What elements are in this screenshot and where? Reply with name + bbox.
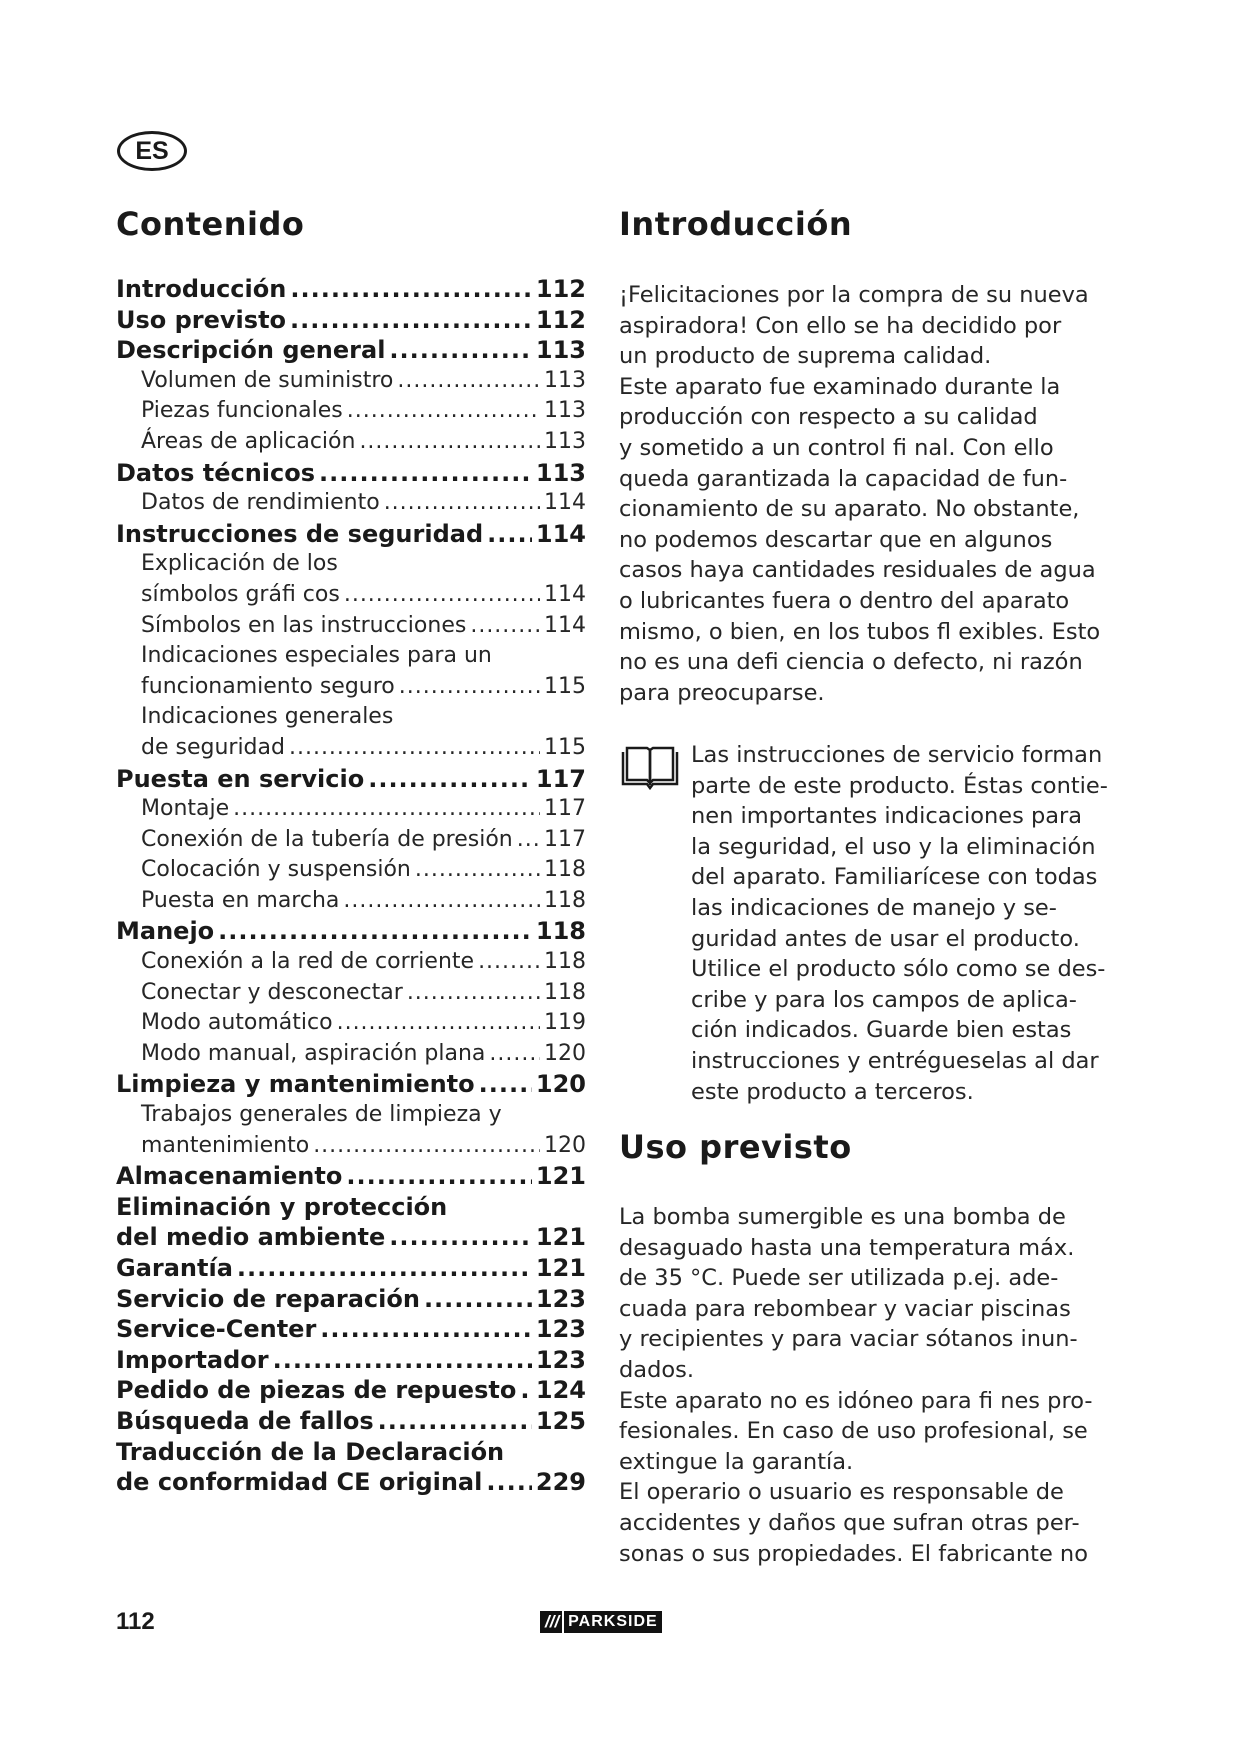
toc-dot-leader — [359, 427, 540, 458]
toc-entry-title: de seguridad — [141, 734, 285, 760]
toc-entry-page: 115 — [544, 673, 586, 699]
toc-entry-title: Limpieza y mantenimiento — [116, 1070, 475, 1099]
toc-entry — [116, 855, 586, 886]
toc-entry — [116, 1100, 586, 1131]
toc-entry-title: Puesta en marcha — [141, 887, 340, 913]
toc-entry — [116, 335, 586, 366]
toc-dot-leader — [517, 825, 540, 856]
note-line: guridad antes de usar el producto. — [691, 925, 1080, 952]
toc-entry — [116, 580, 586, 611]
toc-entry-page: 229 — [535, 1468, 586, 1497]
toc-entry — [116, 1131, 586, 1162]
toc-entry-page: 121 — [535, 1223, 586, 1252]
toc-entry — [116, 274, 586, 305]
toc-entry-title: Trabajos generales de limpieza y — [141, 1102, 502, 1128]
toc-entry-page: 117 — [544, 796, 586, 822]
toc-dot-leader — [389, 1222, 532, 1253]
toc-entry — [116, 886, 586, 917]
toc-entry — [116, 396, 586, 427]
toc-entry — [116, 1069, 586, 1100]
toc-dot-leader — [233, 794, 540, 825]
toc-entry-title: Eliminación y protección — [116, 1192, 448, 1221]
toc-entry — [116, 764, 586, 795]
toc-dot-leader — [237, 1253, 532, 1284]
toc-dot-leader — [397, 366, 540, 397]
introduccion-line: casos haya cantidades residuales de agua — [619, 557, 1096, 584]
toc-entry — [116, 1192, 586, 1223]
toc-dot-leader — [343, 886, 540, 917]
toc-entry-title: Indicaciones especiales para un — [141, 643, 492, 669]
toc-entry — [116, 1253, 586, 1284]
toc-dot-leader — [218, 916, 532, 947]
toc-entry-page: 118 — [544, 979, 586, 1005]
toc-entry-page: 113 — [535, 458, 586, 487]
toc-dot-leader — [378, 1406, 532, 1437]
toc-dot-leader — [478, 947, 540, 978]
toc-entry-page: 119 — [544, 1010, 586, 1036]
toc-dot-leader — [344, 580, 540, 611]
language-badge: ES — [117, 131, 187, 171]
toc-entry-title: Modo automático — [141, 1010, 333, 1036]
toc-dot-leader — [407, 978, 540, 1009]
toc-entry — [116, 1345, 586, 1376]
toc-dot-leader — [520, 1375, 532, 1406]
toc-entry — [116, 1467, 586, 1498]
introduccion-line: para preocuparse. — [619, 679, 825, 706]
toc-dot-leader — [313, 1131, 540, 1162]
uso-previsto-line: cuada para rebombear y vaciar piscinas — [619, 1295, 1071, 1322]
toc-entry — [116, 1375, 586, 1406]
toc-dot-leader — [337, 1008, 540, 1039]
brand-slashes: /// — [540, 1611, 562, 1633]
toc-entry-title: Áreas de aplicación — [141, 428, 356, 454]
toc-entry — [116, 519, 586, 550]
note-line: nen importantes indicaciones para — [691, 803, 1083, 830]
introduccion-line: aspiradora! Con ello se ha decidido por — [619, 312, 1062, 339]
toc-entry-title: Datos técnicos — [116, 458, 316, 487]
toc-entry-page: 117 — [544, 826, 586, 852]
introduccion-line: mismo, o bien, en los tubos fl exibles. Esto — [619, 618, 1101, 645]
toc-entry — [116, 1284, 586, 1315]
toc-entry-page: 124 — [535, 1376, 586, 1405]
toc-entry-title: Uso previsto — [116, 305, 287, 334]
toc-entry-page: 118 — [544, 949, 586, 975]
toc-entry — [116, 825, 586, 856]
toc-entry — [116, 549, 586, 580]
toc-entry-title: Traducción de la Declaración — [116, 1437, 505, 1466]
toc-entry-title: del medio ambiente — [116, 1223, 386, 1252]
toc-entry-title: Importador — [116, 1345, 269, 1374]
uso-previsto-line: La bomba sumergible es una bomba de — [619, 1204, 1066, 1230]
toc-entry-title: Conexión de la tubería de presión — [141, 826, 513, 852]
toc-dot-leader — [319, 458, 532, 489]
toc-dot-leader — [347, 396, 540, 427]
toc-entry-page: 120 — [535, 1070, 586, 1099]
book-icon — [619, 744, 681, 792]
toc-entry — [116, 611, 586, 642]
toc-entry — [116, 702, 586, 733]
toc-entry-page: 121 — [535, 1162, 586, 1191]
toc-dot-leader — [273, 1345, 532, 1376]
toc-dot-leader — [320, 1314, 532, 1345]
toc-entry-title: Almacenamiento — [116, 1162, 343, 1191]
introduccion-line: Este aparato fue examinado durante la — [619, 373, 1061, 400]
toc-entry-page: 117 — [535, 764, 586, 793]
toc-entry-title: Descripción general — [116, 336, 386, 365]
toc-dot-leader — [470, 611, 540, 642]
introduccion-note — [691, 740, 1108, 1107]
toc-entry — [116, 1008, 586, 1039]
note-line: Las instrucciones de servicio forman — [691, 742, 1103, 768]
toc-entry-page: 114 — [544, 612, 586, 638]
toc-entry — [116, 733, 586, 764]
toc-dot-leader — [486, 1467, 532, 1498]
toc-entry-title: Puesta en servicio — [116, 764, 365, 793]
toc-entry — [116, 458, 586, 489]
introduccion-line: o lubricantes fuera o dentro del aparato — [619, 587, 1070, 614]
toc-entry — [116, 947, 586, 978]
toc-dot-leader — [415, 855, 540, 886]
toc-entry-title: Búsqueda de fallos — [116, 1406, 374, 1435]
introduccion-line: producción con respecto a su calidad — [619, 404, 1038, 431]
toc-entry-page: 120 — [544, 1132, 586, 1158]
toc-dot-leader — [424, 1284, 532, 1315]
toc-entry — [116, 916, 586, 947]
toc-entry-title: Garantía — [116, 1254, 233, 1282]
toc-entry-page: 118 — [544, 887, 586, 913]
toc-entry-page: 118 — [535, 917, 586, 946]
note-line: instrucciones y entrégueselas al dar — [691, 1047, 1099, 1074]
note-line: la seguridad, el uso y la eliminación — [691, 833, 1096, 860]
toc-entry — [116, 794, 586, 825]
toc-entry-title: Colocación y suspensión — [141, 857, 411, 883]
toc-entry — [116, 1161, 586, 1192]
toc-entry — [116, 1222, 586, 1253]
toc-entry — [116, 1039, 586, 1070]
toc-entry-page: 121 — [535, 1254, 586, 1282]
toc-entry-page: 115 — [544, 734, 586, 760]
toc-entry-title: símbolos gráfi cos — [141, 581, 340, 607]
toc-entry-title: funcionamiento seguro — [141, 673, 395, 699]
introduccion-line: no es una defi ciencia o defecto, ni razón — [619, 649, 1083, 676]
introduccion-title: Introducción — [619, 205, 853, 243]
introduccion-body — [619, 280, 1101, 708]
note-line: cribe y para los campos de aplica- — [691, 986, 1077, 1013]
introduccion-line: ¡Felicitaciones por la compra de su nueva — [619, 282, 1089, 308]
toc-dot-leader — [290, 274, 532, 305]
toc-entry-page: 113 — [535, 336, 586, 365]
toc-entry-page: 113 — [544, 428, 586, 454]
toc-entry-title: Manejo — [116, 917, 215, 946]
toc-entry-page: 125 — [535, 1406, 586, 1435]
toc-entry-title: Volumen de suministro — [141, 367, 394, 393]
toc-entry-title: Instrucciones de seguridad — [116, 519, 484, 548]
toc-entry-page: 123 — [535, 1284, 586, 1313]
toc-entry — [116, 1314, 586, 1345]
toc-entry — [116, 427, 586, 458]
toc-entry-page: 114 — [544, 581, 586, 607]
table-of-contents — [116, 274, 586, 1498]
toc-entry-page: 118 — [544, 857, 586, 883]
uso-previsto-line: de 35 °C. Puede ser utilizada p.ej. ade- — [619, 1265, 1059, 1292]
brand-name: PARKSIDE — [564, 1611, 662, 1633]
uso-previsto-line: El operario o usuario es responsable de — [619, 1479, 1064, 1506]
introduccion-line: cionamiento de su aparato. No obstante, — [619, 496, 1080, 523]
toc-dot-leader — [487, 519, 532, 550]
toc-entry-page: 114 — [544, 490, 586, 516]
uso-previsto-line: Este aparato no es idóneo para fi nes pro- — [619, 1387, 1093, 1414]
toc-dot-leader — [290, 305, 532, 336]
toc-entry-title: Datos de rendimiento — [141, 490, 380, 516]
toc-entry-title: Piezas funcionales — [141, 398, 343, 424]
introduccion-line: un producto de suprema calidad. — [619, 343, 992, 370]
uso-previsto-line: extingue la garantía. — [619, 1448, 854, 1475]
toc-entry-title: Montaje — [141, 796, 230, 822]
toc-entry-title: Conexión a la red de corriente — [141, 949, 475, 975]
uso-previsto-line: accidentes y daños que sufran otras per- — [619, 1509, 1080, 1536]
toc-dot-leader — [289, 733, 540, 764]
toc-entry-title: Modo manual, aspiración plana — [141, 1040, 486, 1066]
toc-entry-title: Service-Center — [116, 1315, 317, 1344]
toc-entry — [116, 366, 586, 397]
toc-entry-title: Pedido de piezas de repuesto — [116, 1376, 517, 1405]
toc-entry-title: Conectar y desconectar — [141, 979, 403, 1005]
toc-entry-page: 123 — [535, 1345, 586, 1374]
toc-entry-page: 120 — [544, 1040, 586, 1066]
uso-previsto-line: fesionales. En caso de uso profesional, se — [619, 1418, 1088, 1445]
toc-dot-leader — [399, 672, 540, 703]
note-line: ción indicados. Guarde bien estas — [691, 1017, 1072, 1044]
toc-entry — [116, 672, 586, 703]
parkside-logo — [540, 1611, 662, 1633]
toc-entry — [116, 978, 586, 1009]
uso-previsto-line: y recipientes y para vaciar sótanos inun- — [619, 1326, 1078, 1353]
note-line: las indicaciones de manejo y se- — [691, 894, 1057, 921]
introduccion-line: y sometido a un control fi nal. Con ello — [619, 434, 1054, 461]
toc-entry-title: Explicación de los — [141, 551, 338, 577]
toc-dot-leader — [384, 488, 540, 519]
note-line: del aparato. Familiarícese con todas — [691, 864, 1098, 891]
toc-entry — [116, 305, 586, 336]
toc-entry — [116, 1437, 586, 1468]
introduccion-line: no podemos descartar que en algunos — [619, 526, 1053, 553]
toc-entry-page: 114 — [535, 519, 586, 548]
toc-entry-title: de conformidad CE original — [116, 1468, 483, 1497]
toc-entry-page: 112 — [535, 305, 586, 334]
toc-entry-title: Servicio de reparación — [116, 1284, 420, 1313]
page-number: 112 — [116, 1608, 155, 1635]
note-line: parte de este producto. Éstas contie- — [691, 772, 1108, 799]
toc-entry-page: 112 — [535, 275, 586, 303]
introduccion-line: queda garantizada la capacidad de fun- — [619, 465, 1068, 492]
toc-entry — [116, 1406, 586, 1437]
toc-entry-title: mantenimiento — [141, 1132, 310, 1158]
uso-previsto-title: Uso previsto — [619, 1128, 852, 1166]
toc-entry-page: 113 — [544, 398, 586, 424]
uso-previsto-line: dados. — [619, 1356, 694, 1383]
toc-entry-title: Indicaciones generales — [141, 704, 394, 730]
note-line: Utilice el producto sólo como se des- — [691, 956, 1106, 983]
toc-entry-title: Introducción — [116, 275, 287, 303]
toc-dot-leader — [346, 1161, 532, 1192]
uso-previsto-body — [619, 1202, 1093, 1569]
toc-entry-page: 113 — [544, 367, 586, 393]
toc-entry — [116, 641, 586, 672]
toc-dot-leader — [389, 335, 531, 366]
toc-entry-page: 123 — [535, 1315, 586, 1344]
uso-previsto-line: desaguado hasta una temperatura máx. — [619, 1234, 1075, 1261]
toc-entry — [116, 488, 586, 519]
toc-entry-title: Símbolos en las instrucciones — [141, 612, 467, 638]
toc-dot-leader — [479, 1069, 532, 1100]
toc-dot-leader — [489, 1039, 540, 1070]
note-line: este producto a terceros. — [691, 1078, 974, 1105]
uso-previsto-line: sonas o sus propiedades. El fabricante no — [619, 1540, 1088, 1567]
toc-dot-leader — [368, 764, 532, 795]
toc-title: Contenido — [116, 205, 305, 243]
